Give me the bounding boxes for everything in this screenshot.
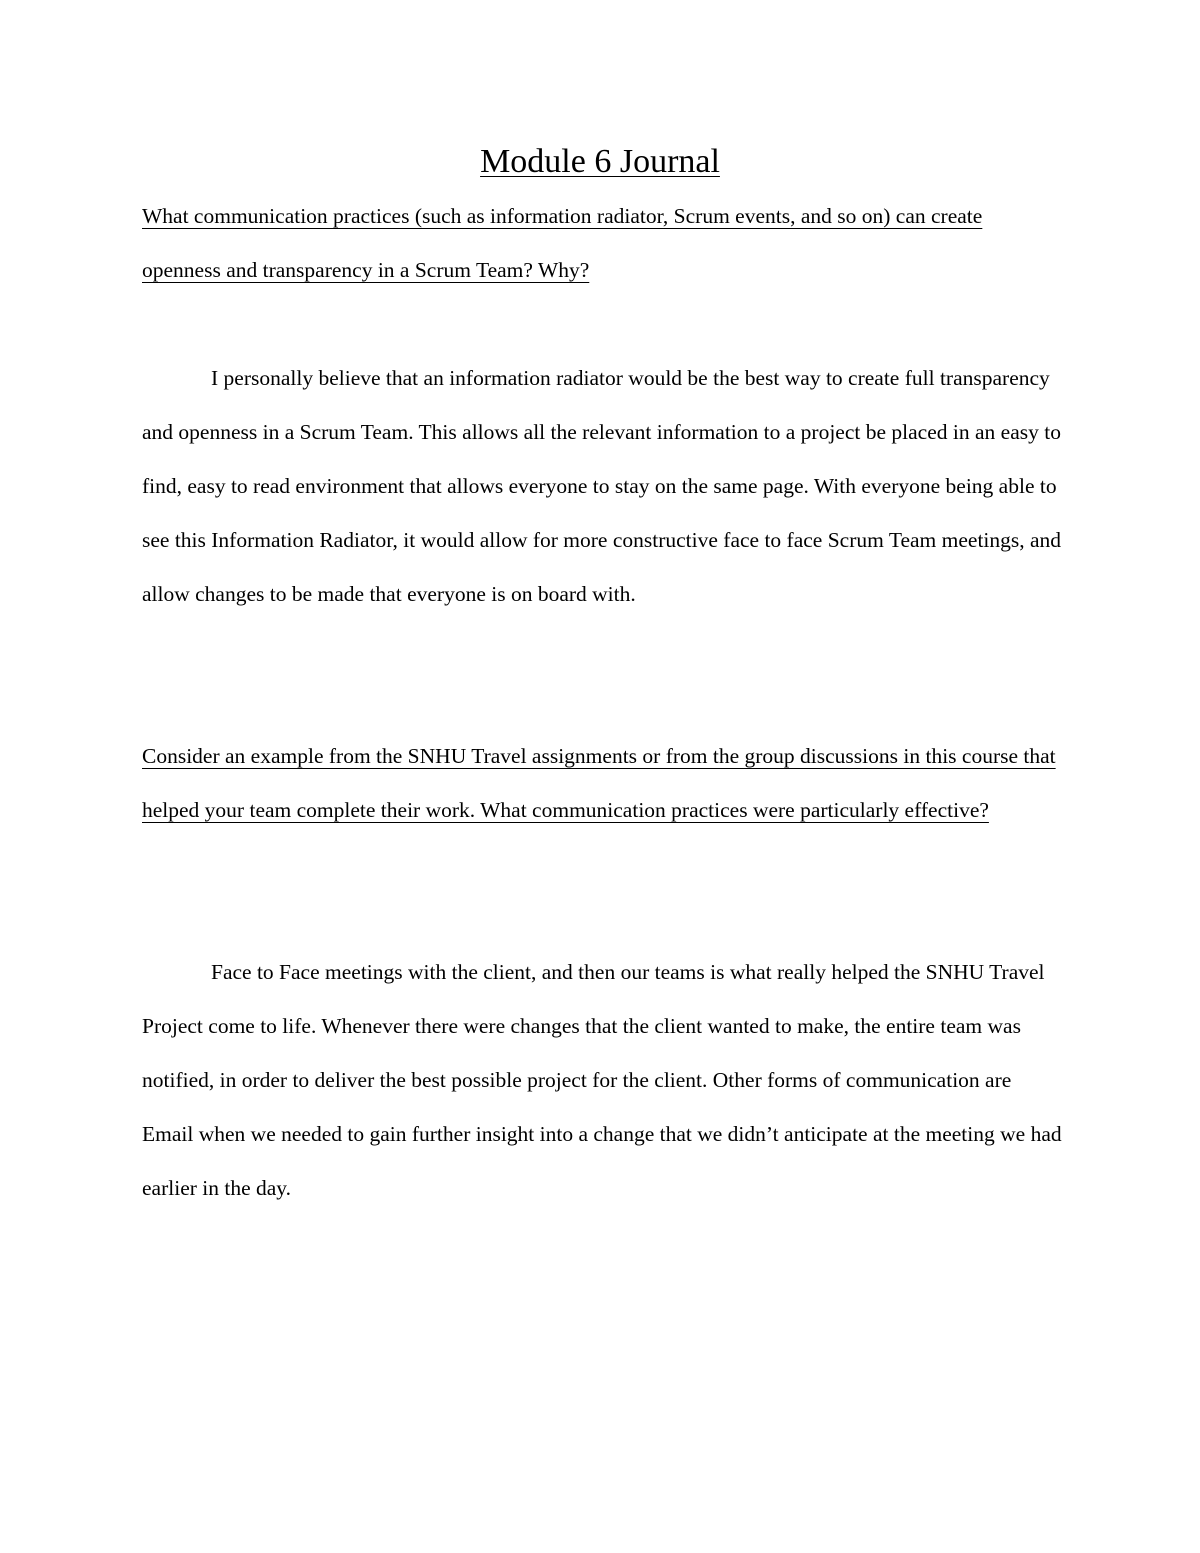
question-2: Consider an example from the SNHU Travel assignments or from the group discussions in this course that helped your team complete their work. What communication practices were particularly effective? (142, 744, 1056, 822)
question-1: What communication practices (such as information radiator, Scrum events, and so on) can create openness and transparency in a Scrum Team? Why? (142, 204, 983, 282)
answer-1: I personally believe that an information radiator would be the best way to create full transparency and openness in a Scrum Team. This allows all the relevant information to a project be placed in an easy to find, easy to read environment that allows everyone to stay on the same page. With everyone being able to see this Information Radiator, it would allow for more constructive face to face Scrum Team meetings, and allow changes to be made that everyone is on board with. (142, 366, 1062, 606)
page-title: Module 6 Journal (480, 143, 720, 180)
answer-2: Face to Face meetings with the client, and then our teams is what really helped the SNHU Travel Project come to life. Whenever there were changes that the client wanted to make, the entire team was notified, in order to deliver the best possible project for the client. Other forms of communication are Email when we needed to gain further insight into a change that we didn’t anticipate at the meeting we had earlier in the day. (142, 960, 1062, 1200)
